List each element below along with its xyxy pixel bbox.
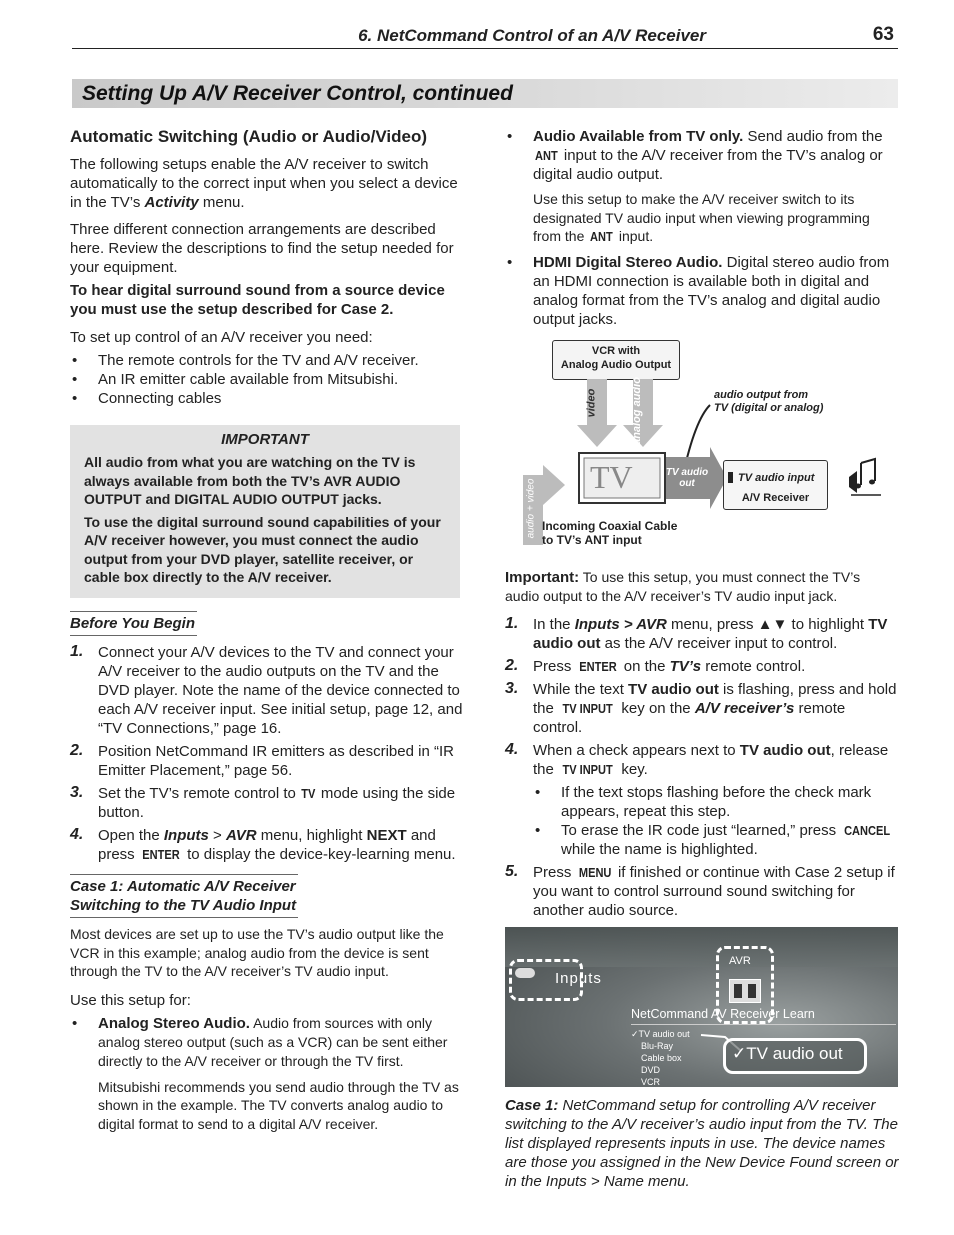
tv-label: TV [590, 459, 633, 495]
connection-diagram [505, 335, 898, 555]
left-column-top [70, 127, 465, 408]
important-note: Important: To use this setup, you must connect the TV’s audio output to the A/V receiver’s TV audio input jack. [505, 569, 861, 604]
case1-heading: Case 1: Automatic A/V Receiver Switching to the TV Audio Input [70, 874, 298, 918]
step-1: 1. In the Inputs > AVR menu, press ▲▼ to highlight TV audio out as the A/V receiver input to control. [505, 615, 888, 652]
audio-video-arrowhead [543, 465, 565, 505]
left-column-bottom [70, 611, 465, 1133]
tv-audio-out-callout: ✓TV audio out [723, 1038, 867, 1074]
analog-stereo-item: • Analog Stereo Audio. Audio from sources with only analog stereo output (such as a VCR) can be sent either directly to the A/V receiver or through the TV first. [70, 1014, 465, 1071]
video-label-wrap [585, 385, 607, 425]
inputs-label: Inputs [555, 970, 602, 987]
step-3: 3. Set the TV’s remote control to TV mode using the side button. [70, 784, 456, 821]
use-for-label: Use this setup for: [70, 991, 191, 1009]
step-4: 4. When a check appears next to TV audio out, release the TV INPUT key. [505, 741, 889, 778]
audio-from-tv-item: • Audio Available from TV only. Send audio from the ANT input to the A/V receiver from the TV’s analog or digital audio output. [505, 127, 898, 184]
coax-label: Incoming Coaxial Cable to TV’s ANT input [542, 519, 678, 547]
list-item: • Connecting cables [70, 389, 465, 408]
video-label: video [585, 388, 598, 418]
photo-caption: Case 1: NetCommand setup for controlling A/V receiver switching to the A/V receiver’s audio input from the TV. The list displayed represents inputs in use. The device names are those you assigned in the New Device Found screen or in the Inputs > Name menu. [505, 1097, 899, 1190]
section-title: Setting Up A/V Receiver Control, continued [82, 82, 513, 105]
analog-audio-label-wrap [630, 375, 653, 445]
list-item: • An IR emitter cable available from Mitsubishi. [70, 370, 465, 389]
important-box [70, 425, 460, 598]
section-heading: Automatic Switching (Audio or Audio/Video) [70, 127, 427, 146]
audio-video-label-wrap [523, 475, 543, 545]
screen-title: NetCommand AV Receiver Learn [631, 1007, 815, 1021]
right-column-top [505, 127, 898, 329]
page-number: 63 [872, 24, 894, 45]
chapter-title: 6. NetCommand Control of an A/V Receiver [358, 26, 706, 45]
step-2: 2. Position NetCommand IR emitters as described in “IR Emitter Placement,” page 56. [70, 742, 454, 779]
step-4-bullet: • If the text stops flashing before the check mark appears, repeat this step. [533, 783, 898, 821]
step-5: 5. Press MENU if finished or continue with Case 2 setup if you want to control surround sound switching for another audio source. [505, 863, 895, 919]
step-1: 1. Connect your A/V devices to the TV and connect your A/V receiver to the audio outputs on the TV and the DVD player. Note the name of the device connected to each A/V receiver input. See initial setup, page 12, and “TV Connections,” page 16. [70, 643, 463, 737]
audio-from-tv-note: Use this setup to make the A/V receiver switch to its designated TV audio input when viewing programming from the ANT input. [533, 191, 870, 244]
before-you-begin-heading: Before You Begin [70, 611, 197, 636]
list-item: Blu-Ray [641, 1041, 674, 1051]
need-intro: To set up control of an A/V receiver you need: [70, 329, 373, 346]
speaker-icon [849, 459, 881, 495]
section-title-band [72, 79, 898, 108]
surround-note: To hear digital surround sound from a source device you must use the setup described for Case 2. [70, 282, 445, 318]
intro-paragraph: The following setups enable the A/V receiver to switch automatically to the correct input when you select a device in the TV’s Activity menu. [70, 156, 458, 211]
list-item: ✓TV audio out [631, 1029, 690, 1039]
step-4: 4. Open the Inputs > AVR menu, highlight NEXT and press ENTER to display the device-key-learning menu. [70, 826, 456, 863]
important-text: To use the digital surround sound capabilities of your A/V receiver however, you must connect the audio output from your DVD player, satellite receiver, or cable box directly to the A/V receiver. [84, 513, 441, 585]
important-title: IMPORTANT [221, 431, 309, 448]
analog-audio-label: analog audio [630, 377, 643, 445]
mitsubishi-recommendation: Mitsubishi recommends you send audio through the TV as shown in the example. The TV converts analog audio to digital format to send to a digital A/V receiver. [98, 1078, 459, 1132]
step-3: 3. While the text TV audio out is flashing, press and hold the TV INPUT key on the A/V receiver’s remote control. [505, 680, 897, 736]
step-2: 2. Press ENTER on the TV’s remote control. [505, 657, 806, 675]
step-4-bullet: • To erase the IR code just “learned,” press CANCEL while the name is highlighted. [533, 821, 898, 859]
list-item: VCR [641, 1077, 661, 1087]
av-receiver-box: TV audio input A/V Receiver [723, 460, 828, 510]
hdmi-item: • HDMI Digital Stereo Audio. Digital stereo audio from an HDMI connection is available both in digital and analog format from the TV’s analog and digital audio output jacks. [505, 253, 898, 329]
avr-label: AVR [729, 955, 751, 967]
list-item: Cable box [641, 1053, 682, 1063]
running-header [72, 24, 898, 49]
arrangements-paragraph: Three different connection arrangements are described here. Review the descriptions to find the setup needed for your equipment. [70, 221, 454, 276]
list-item: • The remote controls for the TV and A/V receiver. [70, 351, 465, 370]
case1-description: Most devices are set up to use the TV’s audio output like the VCR in this example; analog audio from the device is sent through the TV to the A/V receiver’s TV audio input. [70, 926, 444, 979]
list-item: DVD [641, 1065, 661, 1075]
audio-video-label: audio + video [525, 478, 537, 539]
important-text: All audio from what you are watching on the TV is always available from both the TV’s AVR AUDIO OUTPUT and DIGITAL AUDIO OUTPUT jacks. [84, 454, 416, 507]
netcommand-screen-photo [505, 927, 898, 1087]
audio-output-label: audio output from TV (digital or analog) [714, 389, 824, 414]
right-column-steps [505, 568, 898, 920]
tv-audio-out-label: TV audio out [665, 467, 709, 489]
vcr-box: VCR with Analog Audio Output [552, 340, 680, 380]
